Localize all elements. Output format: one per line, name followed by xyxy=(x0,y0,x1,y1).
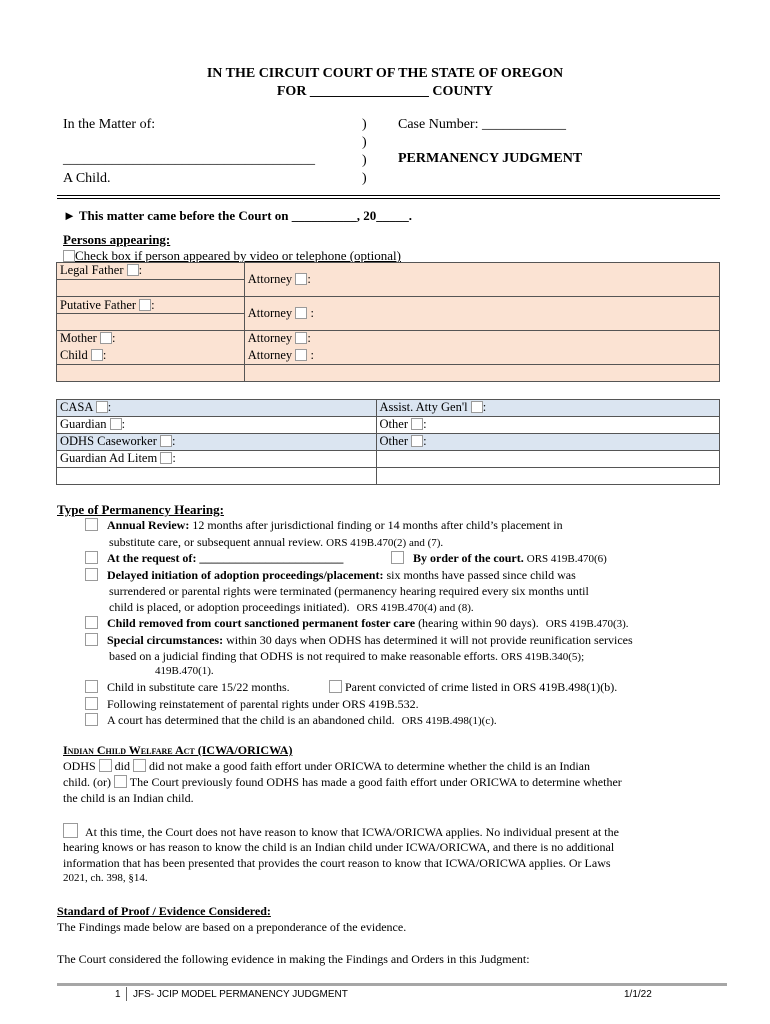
extra-cell[interactable] xyxy=(57,365,245,382)
attorney-label: Attorney xyxy=(247,272,293,286)
annual-review-checkbox[interactable] xyxy=(85,518,98,531)
other-label: Other xyxy=(379,417,408,431)
child-label: Child xyxy=(60,347,88,362)
attorney-label: Attorney xyxy=(247,347,293,362)
hearing-date-text: This matter came before the Court on __________, 20_____. xyxy=(78,208,413,223)
casa-video-checkbox[interactable] xyxy=(96,401,108,413)
special-checkbox[interactable] xyxy=(85,633,98,646)
icwa-para-text-1: At this time, the Court does not have reason to know that ICWA/ORICWA applies. No individual present at the xyxy=(85,825,619,839)
guardian-cell xyxy=(57,417,377,434)
legal-father-name-cell[interactable] xyxy=(57,280,245,297)
colon: : xyxy=(482,400,487,414)
video-note-label: Check box if person appeared by video or telephone (optional) xyxy=(75,248,401,263)
annual-review-text2: substitute care, or subsequent annual review. xyxy=(109,535,324,549)
hearing-type-heading: Type of Permanency Hearing: xyxy=(57,502,224,517)
blank-cell[interactable] xyxy=(57,468,377,485)
icwa-para-line-4: 2021, ch. 398, §14. xyxy=(63,872,148,884)
hearing-date-line xyxy=(63,208,412,224)
delayed-label: Delayed initiation of adoption proceedings/placement: xyxy=(107,568,384,582)
other-video-checkbox[interactable] xyxy=(411,418,423,430)
icwa-line-2 xyxy=(63,775,622,790)
assist-atty-label: Assist. Atty Gen'l xyxy=(379,400,468,414)
colon: : xyxy=(423,434,427,448)
substitute-care-checkbox[interactable] xyxy=(85,680,98,693)
odhs-caseworker-cell xyxy=(57,434,377,451)
caption-paren: ) xyxy=(362,171,367,186)
matter-name-blank: ____________________________________ xyxy=(63,152,315,167)
reinstatement-label: Following reinstatement of parental rights under ORS 419B.532. xyxy=(107,697,419,711)
persons-table-1 xyxy=(56,262,720,382)
icwa-para-line-1 xyxy=(63,823,619,840)
standard-line-1: The Findings made below are based on a preponderance of the evidence. xyxy=(57,920,407,934)
colon: : xyxy=(310,347,314,362)
guardian-label: Guardian xyxy=(60,417,107,431)
gal-video-checkbox[interactable] xyxy=(160,452,172,464)
removed-text: (hearing within 90 days). xyxy=(418,616,539,630)
guardian-video-checkbox[interactable] xyxy=(110,418,122,430)
caption-paren: ) xyxy=(362,117,367,132)
parent-convicted-checkbox[interactable] xyxy=(329,680,342,693)
delayed-text-2: surrendered or parental rights were terminated (permanency hearing required every six months until xyxy=(109,584,589,598)
parent-convicted-label: Parent convicted of crime listed in ORS 419B.498(1)(b). xyxy=(345,680,618,694)
parent-convicted-option xyxy=(329,680,617,695)
icwa-did: did xyxy=(114,759,131,773)
special-option xyxy=(85,633,633,648)
request-label: At the request of xyxy=(107,551,193,565)
reinstatement-option xyxy=(85,697,419,712)
court-order-label: By order of the court. xyxy=(413,551,524,565)
attorney-video-checkbox[interactable] xyxy=(295,307,307,319)
attorney-video-checkbox[interactable] xyxy=(295,273,307,285)
special-ors-2: 419B.470(1). xyxy=(155,665,214,677)
colon: : xyxy=(423,417,427,431)
other-label: Other xyxy=(379,434,408,448)
caption-paren: ) xyxy=(362,135,367,150)
footer-title: JFS- JCIP MODEL PERMANENCY JUDGMENT xyxy=(133,989,348,1000)
delayed-checkbox[interactable] xyxy=(85,568,98,581)
child-cell xyxy=(57,348,245,365)
footer-date: 1/1/22 xyxy=(624,989,652,1000)
mother-label: Mother xyxy=(60,331,97,345)
special-text: within 30 days when ODHS has determined it will not provide reunification services xyxy=(226,633,633,647)
removed-checkbox[interactable] xyxy=(85,616,98,629)
casa-cell xyxy=(57,400,377,417)
colon: : xyxy=(307,272,311,286)
guardian-ad-litem-cell xyxy=(57,451,377,468)
icwa-previously-found-checkbox[interactable] xyxy=(114,775,127,788)
footer-divider xyxy=(126,987,127,1001)
putative-father-label: Putative Father xyxy=(60,298,137,312)
attorney-video-checkbox[interactable] xyxy=(295,332,307,344)
attorney-label: Attorney xyxy=(247,306,293,320)
child-attorney-cell xyxy=(244,348,719,365)
arrow-icon: ► xyxy=(63,208,76,223)
judgment-title: PERMANENCY JUDGMENT xyxy=(398,151,583,166)
colon: : xyxy=(171,434,176,448)
abandoned-option xyxy=(85,713,497,728)
delayed-ors: ORS 419B.470(4) and (8). xyxy=(356,602,474,614)
legal-father-label: Legal Father xyxy=(60,263,124,277)
other-cell xyxy=(376,417,719,434)
abandoned-label: A court has determined that the child is an abandoned child. xyxy=(107,713,395,727)
removed-label: Child removed from court sanctioned permanent foster care xyxy=(107,616,416,630)
county-line: FOR _________________ COUNTY xyxy=(276,84,494,99)
icwa-did-not-checkbox[interactable] xyxy=(133,759,146,772)
icwa-no-reason-checkbox[interactable] xyxy=(63,823,78,838)
putative-father-cell xyxy=(57,297,245,314)
removed-option xyxy=(85,616,629,631)
special-ors: ORS 419B.340(5); xyxy=(501,651,585,663)
footer-page-number: 1 xyxy=(115,989,121,1000)
substitute-care-option xyxy=(85,680,290,695)
special-text-2 xyxy=(109,649,584,664)
assist-atty-cell xyxy=(376,400,719,417)
icwa-para-line-2: hearing knows or has reason to know the child is an Indian child under ICWA/ORICWA, and there is no additional xyxy=(63,840,615,854)
case-number: Case Number: ____________ xyxy=(398,117,566,132)
child-label: A Child. xyxy=(63,171,111,186)
icwa-previously-found-text: The Court previously found ODHS has made a good faith effort under ORICWA to determine whether xyxy=(129,775,622,789)
special-text2: based on a judicial finding that ODHS is not required to make reasonable efforts. xyxy=(109,649,499,663)
icwa-did-not-text: did not make a good faith effort under ORICWA to determine whether the child is an Indian xyxy=(149,759,591,773)
mother-cell xyxy=(57,331,245,348)
persons-table-2 xyxy=(56,399,720,485)
putative-father-name-cell[interactable] xyxy=(57,314,245,331)
odhs-caseworker-video-checkbox[interactable] xyxy=(160,435,172,447)
annual-review-label: Annual Review: xyxy=(107,518,190,532)
icwa-or: child. (or) xyxy=(63,775,111,789)
request-checkbox[interactable] xyxy=(85,551,98,564)
colon: : xyxy=(151,298,155,312)
mother-video-checkbox[interactable] xyxy=(100,332,112,344)
annual-review-text-2 xyxy=(109,535,443,550)
other-cell xyxy=(376,434,719,451)
standard-heading: Standard of Proof / Evidence Considered: xyxy=(57,904,271,918)
annual-review-option xyxy=(85,518,563,533)
assist-atty-video-checkbox[interactable] xyxy=(471,401,483,413)
delayed-text: six months have passed since child was xyxy=(386,568,576,582)
delayed-option xyxy=(85,568,576,583)
substitute-care-label: Child in substitute care 15/22 months. xyxy=(107,680,290,694)
colon: : xyxy=(107,400,112,414)
colon: : xyxy=(307,331,311,345)
colon: : xyxy=(102,347,107,362)
court-order-ors: ORS 419B.470(6) xyxy=(526,553,607,565)
matter-label: In the Matter of: xyxy=(63,117,156,132)
standard-line-2: The Court considered the following evidence in making the Findings and Orders in this Judgment: xyxy=(57,952,530,966)
abandoned-checkbox[interactable] xyxy=(85,713,98,726)
attorney-label: Attorney xyxy=(247,331,293,345)
request-option xyxy=(85,551,343,566)
legal-father-cell xyxy=(57,263,245,280)
divider xyxy=(57,198,720,199)
persons-heading: Persons appearing: xyxy=(63,232,171,247)
divider xyxy=(57,195,720,196)
colon: : xyxy=(121,417,126,431)
blank-cell[interactable] xyxy=(376,451,719,468)
court-order-option xyxy=(391,551,607,566)
icwa-heading: Indian Child Welfare Act (ICWA/ORICWA) xyxy=(63,743,293,757)
blank-cell[interactable] xyxy=(376,468,719,485)
attorney-video-checkbox[interactable] xyxy=(295,349,307,361)
other-video-checkbox[interactable] xyxy=(411,435,423,447)
icwa-para-line-3: information that has been presented that provides the court reason to know that ICWA/ORICWA applies. Or Laws xyxy=(63,856,611,870)
annual-review-ors: ORS 419B.470(2) and (7). xyxy=(326,537,444,549)
court-title: IN THE CIRCUIT COURT OF THE STATE OF OREGON xyxy=(206,66,564,81)
delayed-text-3 xyxy=(109,600,474,615)
extra-cell[interactable] xyxy=(244,365,719,382)
odhs-caseworker-label: ODHS Caseworker xyxy=(60,434,157,448)
abandoned-ors: ORS 419B.498(1)(c). xyxy=(401,715,497,727)
legal-father-video-checkbox[interactable] xyxy=(127,264,139,276)
child-video-checkbox[interactable] xyxy=(91,349,103,361)
icwa-odhs: ODHS xyxy=(63,759,96,773)
icwa-line-1 xyxy=(63,759,590,774)
colon: : xyxy=(310,306,314,320)
video-checkbox[interactable] xyxy=(63,250,75,262)
legal-father-attorney-cell xyxy=(244,263,719,297)
icwa-did-checkbox[interactable] xyxy=(99,759,112,772)
removed-ors: ORS 419B.470(3). xyxy=(545,618,629,630)
caption-paren: ) xyxy=(362,153,367,168)
icwa-line-3: the child is an Indian child. xyxy=(63,791,194,805)
court-order-checkbox[interactable] xyxy=(391,551,404,564)
colon: : xyxy=(172,451,176,465)
special-label: Special circumstances: xyxy=(107,633,224,647)
reinstatement-checkbox[interactable] xyxy=(85,697,98,710)
casa-label: CASA xyxy=(60,400,93,414)
guardian-ad-litem-label: Guardian Ad Litem xyxy=(60,451,158,465)
putative-father-video-checkbox[interactable] xyxy=(139,299,151,311)
request-blank[interactable]: : ________________________ xyxy=(192,551,344,565)
footer-rule xyxy=(57,983,727,986)
delayed-text3: child is placed, or adoption proceedings initiated). xyxy=(109,600,350,614)
colon: : xyxy=(111,331,116,345)
mother-attorney-cell xyxy=(244,331,719,348)
putative-father-attorney-cell xyxy=(244,297,719,331)
annual-review-text: 12 months after jurisdictional finding or 14 months after child’s placement in xyxy=(192,518,563,532)
colon: : xyxy=(138,263,143,277)
